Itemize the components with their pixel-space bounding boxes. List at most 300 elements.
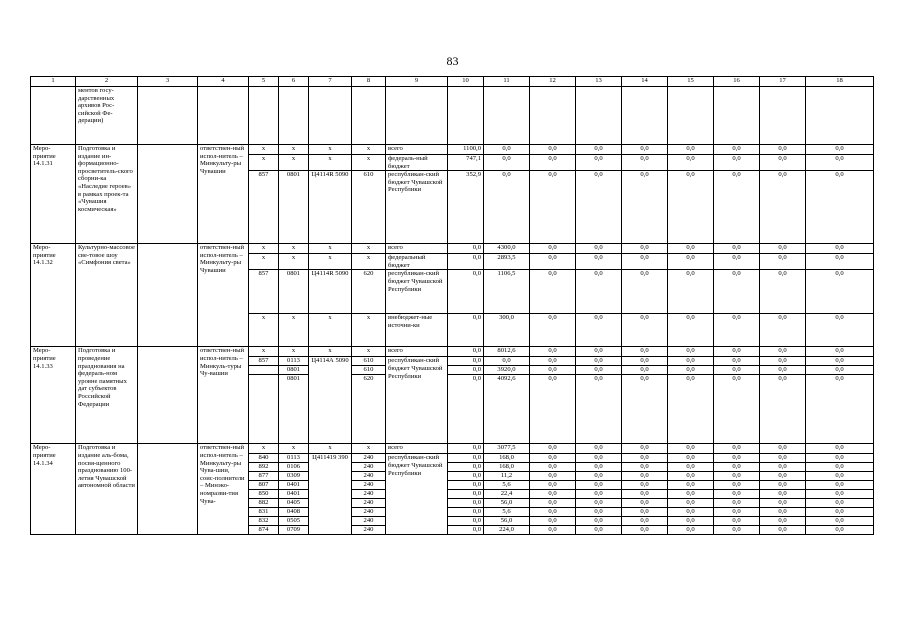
amount-cell: 0,0 [576, 145, 622, 155]
cell [138, 244, 198, 347]
grbs-code: 857 [249, 270, 279, 314]
funding-source: внебюджет-ные источни-ки [386, 314, 448, 347]
amount-cell: 0,0 [668, 463, 714, 472]
amount-cell: 0,0 [668, 145, 714, 155]
amount-cell: 0,0 [714, 366, 760, 375]
amount-cell: 0,0 [576, 244, 622, 254]
amount-cell: 0,0 [806, 145, 874, 155]
amount-cell: 0,0 [576, 481, 622, 490]
target-article-code: Ц4114R 5090 [309, 270, 352, 314]
amount-cell: 0,0 [714, 347, 760, 357]
amount-cell: 0,0 [806, 244, 874, 254]
section-code: 0408 [279, 508, 309, 517]
amount-cell: 0,0 [714, 508, 760, 517]
amount-cell: 0,0 [714, 526, 760, 535]
amount-cell: 0,0 [760, 490, 806, 499]
amount-cell: 0,0 [530, 155, 576, 171]
amount-cell: 0,0 [530, 314, 576, 347]
amount-cell: 0,0 [668, 171, 714, 244]
funding-source: республикан-ский бюджет Чувашской Республики [386, 357, 448, 444]
column-number-2: 2 [76, 77, 138, 87]
amount-cell: 0,0 [668, 454, 714, 463]
amount-cell: 0,0 [806, 314, 874, 347]
amount-cell: 0,0 [760, 463, 806, 472]
expense-type-code: x [352, 314, 386, 347]
amount-cell: 0,0 [448, 481, 484, 490]
amount-cell: 0,0 [806, 254, 874, 270]
amount-cell: 0,0 [622, 254, 668, 270]
amount-cell: 0,0 [714, 145, 760, 155]
measure-number: Меро-приятие 14.1.33 [31, 347, 76, 444]
amount-cell: 0,0 [576, 517, 622, 526]
section-code: 0401 [279, 490, 309, 499]
cell [138, 87, 198, 145]
grbs-code: x [249, 444, 279, 454]
cell [138, 145, 198, 244]
cell [138, 444, 198, 535]
expense-type-code: 620 [352, 375, 386, 444]
section-code: 0801 [279, 375, 309, 444]
amount-cell: 0,0 [668, 499, 714, 508]
amount-cell: 0,0 [576, 463, 622, 472]
expense-type-code: 240 [352, 508, 386, 517]
amount-cell: 0,0 [448, 517, 484, 526]
section-code: x [279, 155, 309, 171]
amount-cell: 0,0 [668, 526, 714, 535]
amount-cell: 0,0 [806, 270, 874, 314]
amount-cell: 0,0 [714, 357, 760, 366]
section-code: x [279, 145, 309, 155]
amount-cell: 0,0 [448, 444, 484, 454]
amount-cell: 0,0 [576, 499, 622, 508]
expense-type-code: x [352, 244, 386, 254]
grbs-code: 877 [249, 472, 279, 481]
amount-cell: 0,0 [622, 481, 668, 490]
amount-cell: 0,0 [760, 357, 806, 366]
expense-type-code: 240 [352, 481, 386, 490]
amount-cell: 0,0 [622, 171, 668, 244]
target-article-code: x [309, 347, 352, 357]
amount-cell: 0,0 [714, 375, 760, 444]
table-row [31, 444, 874, 454]
column-number-5: 5 [249, 77, 279, 87]
expense-type-code: x [352, 145, 386, 155]
cell [386, 87, 448, 145]
amount-cell: 0,0 [806, 490, 874, 499]
amount-cell: 0,0 [530, 472, 576, 481]
executor: ответствен-ный испол-нитель – Минкульту-ры Чувашии [198, 244, 249, 347]
grbs-code: x [249, 254, 279, 270]
amount-cell: 0,0 [484, 171, 530, 244]
expense-type-code: 240 [352, 472, 386, 481]
cell [198, 87, 249, 145]
column-number-1: 1 [31, 77, 76, 87]
expense-type-code: 240 [352, 463, 386, 472]
measure-number: Меро-приятие 14.1.32 [31, 244, 76, 347]
amount-cell: 0,0 [760, 481, 806, 490]
amount-cell: 0,0 [668, 444, 714, 454]
section-code: x [279, 254, 309, 270]
amount-cell: 168,0 [484, 454, 530, 463]
amount-cell: 0,0 [806, 526, 874, 535]
funding-source: всего [386, 444, 448, 454]
amount-cell: 0,0 [760, 508, 806, 517]
amount-cell: 0,0 [448, 270, 484, 314]
section-code: 0709 [279, 526, 309, 535]
column-number-13: 13 [576, 77, 622, 87]
grbs-code: 850 [249, 490, 279, 499]
expense-type-code: 610 [352, 357, 386, 366]
amount-cell: 0,0 [576, 526, 622, 535]
table-row [31, 145, 874, 155]
section-code: x [279, 244, 309, 254]
section-code: 0309 [279, 472, 309, 481]
amount-cell: 8012,6 [484, 347, 530, 357]
amount-cell: 0,0 [668, 155, 714, 171]
amount-cell: 0,0 [622, 499, 668, 508]
funding-source: федераль-ный бюджет [386, 155, 448, 171]
column-number-17: 17 [760, 77, 806, 87]
amount-cell: 5,6 [484, 508, 530, 517]
target-article-code: x [309, 254, 352, 270]
amount-cell: 0,0 [530, 490, 576, 499]
amount-cell: 0,0 [448, 526, 484, 535]
column-number-12: 12 [530, 77, 576, 87]
cell [448, 87, 484, 145]
section-code: 0401 [279, 481, 309, 490]
amount-cell: 0,0 [622, 375, 668, 444]
amount-cell: 0,0 [668, 375, 714, 444]
amount-cell: 0,0 [668, 254, 714, 270]
amount-cell: 0,0 [806, 375, 874, 444]
column-number-11: 11 [484, 77, 530, 87]
amount-cell: 0,0 [714, 314, 760, 347]
amount-cell: 0,0 [806, 171, 874, 244]
amount-cell: 224,0 [484, 526, 530, 535]
amount-cell: 0,0 [760, 244, 806, 254]
cell [249, 87, 279, 145]
amount-cell: 0,0 [576, 254, 622, 270]
amount-cell: 4092,6 [484, 375, 530, 444]
measure-number: Меро-приятие 14.1.34 [31, 444, 76, 535]
amount-cell: 0,0 [530, 444, 576, 454]
amount-cell: 0,0 [530, 366, 576, 375]
amount-cell: 0,0 [622, 270, 668, 314]
grbs-code: x [249, 145, 279, 155]
section-code: 0801 [279, 171, 309, 244]
column-number-4: 4 [198, 77, 249, 87]
amount-cell: 0,0 [714, 490, 760, 499]
section-code: x [279, 314, 309, 347]
amount-cell: 0,0 [714, 481, 760, 490]
funding-source: всего [386, 244, 448, 254]
funding-source: республикан-ский бюджет Чувашской Республики [386, 171, 448, 244]
amount-cell: 0,0 [448, 314, 484, 347]
amount-cell: 5,6 [484, 481, 530, 490]
continuation-row [31, 87, 874, 145]
cell [138, 347, 198, 444]
executor: ответствен-ный испол-нитель – Минкульту-ры Чува-шии, соис-полнители – Минэко-номразви-тия Чува- [198, 444, 249, 535]
cell [530, 87, 576, 145]
amount-cell: 0,0 [668, 314, 714, 347]
amount-cell: 0,0 [806, 444, 874, 454]
amount-cell: 0,0 [576, 490, 622, 499]
cell [622, 87, 668, 145]
cell [309, 87, 352, 145]
expense-type-code: 240 [352, 490, 386, 499]
amount-cell: 0,0 [576, 375, 622, 444]
amount-cell: 0,0 [806, 499, 874, 508]
amount-cell: 1100,0 [448, 145, 484, 155]
column-number-16: 16 [714, 77, 760, 87]
cell [806, 87, 874, 145]
amount-cell: 0,0 [448, 254, 484, 270]
amount-cell: 0,0 [484, 145, 530, 155]
measure-number: Меро-приятие 14.1.31 [31, 145, 76, 244]
column-number-10: 10 [448, 77, 484, 87]
target-article-code: x [309, 314, 352, 347]
amount-cell: 0,0 [448, 347, 484, 357]
target-article-code: x [309, 155, 352, 171]
amount-cell: 0,0 [576, 314, 622, 347]
amount-cell: 0,0 [622, 517, 668, 526]
column-number-8: 8 [352, 77, 386, 87]
amount-cell: 0,0 [530, 375, 576, 444]
grbs-code: x [249, 244, 279, 254]
amount-cell: 3920,0 [484, 366, 530, 375]
amount-cell: 0,0 [530, 454, 576, 463]
expense-type-code: 240 [352, 499, 386, 508]
amount-cell: 0,0 [668, 270, 714, 314]
amount-cell: 0,0 [448, 490, 484, 499]
amount-cell: 0,0 [448, 375, 484, 444]
amount-cell: 0,0 [806, 463, 874, 472]
expense-type-code: 620 [352, 270, 386, 314]
amount-cell: 0,0 [576, 454, 622, 463]
grbs-code: x [249, 314, 279, 347]
amount-cell: 0,0 [530, 347, 576, 357]
amount-cell: 0,0 [668, 244, 714, 254]
column-number-6: 6 [279, 77, 309, 87]
amount-cell: 0,0 [806, 517, 874, 526]
grbs-code: 882 [249, 499, 279, 508]
amount-cell: 0,0 [530, 244, 576, 254]
amount-cell: 0,0 [530, 508, 576, 517]
page-number: 83 [446, 54, 459, 68]
amount-cell: 0,0 [622, 454, 668, 463]
amount-cell: 0,0 [806, 454, 874, 463]
amount-cell: 0,0 [448, 463, 484, 472]
amount-cell: 0,0 [668, 481, 714, 490]
expense-type-code: x [352, 254, 386, 270]
expense-type-code: 240 [352, 517, 386, 526]
grbs-code: 874 [249, 526, 279, 535]
amount-cell: 0,0 [530, 254, 576, 270]
expense-type-code: 240 [352, 526, 386, 535]
expense-type-code: x [352, 444, 386, 454]
amount-cell: 0,0 [622, 145, 668, 155]
amount-cell: 0,0 [760, 254, 806, 270]
amount-cell: 0,0 [530, 481, 576, 490]
funding-source: всего [386, 145, 448, 155]
grbs-code: x [249, 155, 279, 171]
target-article-code: x [309, 444, 352, 454]
amount-cell: 0,0 [668, 508, 714, 517]
amount-cell: 0,0 [760, 499, 806, 508]
amount-cell: 0,0 [530, 145, 576, 155]
target-article-code: x [309, 244, 352, 254]
column-number-15: 15 [668, 77, 714, 87]
amount-cell: 0,0 [714, 472, 760, 481]
amount-cell: 0,0 [448, 499, 484, 508]
amount-cell: 0,0 [714, 463, 760, 472]
target-article-code: Ц411419 390 [309, 454, 352, 535]
amount-cell: 56,0 [484, 499, 530, 508]
grbs-code: 831 [249, 508, 279, 517]
amount-cell: 0,0 [576, 444, 622, 454]
amount-cell: 0,0 [622, 314, 668, 347]
column-number-7: 7 [309, 77, 352, 87]
program-table [30, 76, 874, 535]
amount-cell: 0,0 [576, 347, 622, 357]
table-body [31, 77, 874, 535]
amount-cell: 0,0 [576, 357, 622, 366]
amount-cell: 0,0 [622, 508, 668, 517]
measure-title: Подготовка и издание аль-бома, посвя-щенного празднованию 100-летия Чувашской автономной области [76, 444, 138, 535]
executor: ответствен-ный испол-нитель – Минкуль-туры Чу-вашии [198, 347, 249, 444]
amount-cell: 0,0 [668, 472, 714, 481]
amount-cell: 168,0 [484, 463, 530, 472]
amount-cell: 11,2 [484, 472, 530, 481]
amount-cell: 0,0 [576, 155, 622, 171]
amount-cell: 0,0 [760, 517, 806, 526]
amount-cell: 0,0 [760, 375, 806, 444]
grbs-code: 857 [249, 357, 279, 366]
amount-cell: 22,4 [484, 490, 530, 499]
amount-cell: 0,0 [760, 347, 806, 357]
expense-type-code: x [352, 347, 386, 357]
cell [484, 87, 530, 145]
funding-source: федеральный бюджет [386, 254, 448, 270]
amount-cell: 0,0 [806, 357, 874, 366]
amount-cell: 0,0 [760, 314, 806, 347]
amount-cell: 0,0 [576, 472, 622, 481]
grbs-code: 892 [249, 463, 279, 472]
amount-cell: 0,0 [622, 472, 668, 481]
cell [31, 87, 76, 145]
header-row [31, 77, 874, 87]
amount-cell: 0,0 [448, 366, 484, 375]
amount-cell: 0,0 [714, 444, 760, 454]
amount-cell: 0,0 [622, 444, 668, 454]
target-article-code: Ц4114R 5090 [309, 171, 352, 244]
amount-cell: 0,0 [622, 490, 668, 499]
funding-source: всего [386, 347, 448, 357]
amount-cell: 0,0 [668, 347, 714, 357]
cell [576, 87, 622, 145]
amount-cell: 0,0 [448, 508, 484, 517]
cell [352, 87, 386, 145]
amount-cell: 0,0 [760, 526, 806, 535]
amount-cell: 1106,5 [484, 270, 530, 314]
amount-cell: 0,0 [806, 366, 874, 375]
table-row [31, 244, 874, 254]
expense-type-code: 240 [352, 454, 386, 463]
cell [668, 87, 714, 145]
amount-cell: 0,0 [714, 270, 760, 314]
amount-cell: 0,0 [622, 463, 668, 472]
amount-cell: 0,0 [530, 171, 576, 244]
amount-cell: 0,0 [576, 366, 622, 375]
amount-cell: 0,0 [760, 145, 806, 155]
measure-title: Культурно-массовое све-товое шоу «Симфония света» [76, 244, 138, 347]
expense-type-code: 610 [352, 366, 386, 375]
grbs-code: 857 [249, 171, 279, 244]
amount-cell: 0,0 [668, 357, 714, 366]
section-code: x [279, 347, 309, 357]
column-number-9: 9 [386, 77, 448, 87]
grbs-code: 832 [249, 517, 279, 526]
amount-cell: 0,0 [714, 454, 760, 463]
funding-source: республикан-ский бюджет Чувашской Республики [386, 454, 448, 535]
amount-cell: 0,0 [530, 526, 576, 535]
amount-cell: 0,0 [448, 357, 484, 366]
amount-cell: 0,0 [530, 270, 576, 314]
amount-cell: 0,0 [806, 155, 874, 171]
section-code: 0505 [279, 517, 309, 526]
executor: ответствен-ный испол-нитель – Минкульту-ры Чувашии [198, 145, 249, 244]
measure-title: Подготовка и издание ин-формационно-просветитель-ского сборни-ка «Наследие героев» в рамках проек-та «Чувашия космическая» [76, 145, 138, 244]
amount-cell: 0,0 [668, 490, 714, 499]
amount-cell: 0,0 [714, 517, 760, 526]
amount-cell: 0,0 [714, 244, 760, 254]
grbs-code: 807 [249, 481, 279, 490]
amount-cell: 0,0 [760, 444, 806, 454]
amount-cell: 0,0 [448, 244, 484, 254]
amount-cell: 0,0 [668, 366, 714, 375]
amount-cell: 0,0 [448, 472, 484, 481]
section-code: 0405 [279, 499, 309, 508]
amount-cell: 0,0 [760, 155, 806, 171]
amount-cell: 0,0 [622, 244, 668, 254]
amount-cell: 0,0 [806, 481, 874, 490]
amount-cell: 3077,5 [484, 444, 530, 454]
amount-cell: 0,0 [806, 347, 874, 357]
amount-cell: 0,0 [760, 366, 806, 375]
amount-cell: 0,0 [530, 463, 576, 472]
amount-cell: 747,1 [448, 155, 484, 171]
amount-cell: 0,0 [714, 254, 760, 270]
amount-cell: 0,0 [622, 526, 668, 535]
target-article-code: x [309, 145, 352, 155]
section-code: 0801 [279, 366, 309, 375]
section-code: 0106 [279, 463, 309, 472]
table-row [31, 347, 874, 357]
amount-cell: 0,0 [622, 155, 668, 171]
amount-cell: 300,0 [484, 314, 530, 347]
continuation-title: ментов госу-дарственных архивов Рос-сийской Фе-дерации) [76, 87, 138, 145]
section-code: 0113 [279, 454, 309, 463]
amount-cell: 0,0 [760, 472, 806, 481]
column-number-14: 14 [622, 77, 668, 87]
column-number-18: 18 [806, 77, 874, 87]
grbs-code: x [249, 347, 279, 357]
amount-cell: 0,0 [484, 357, 530, 366]
amount-cell: 0,0 [806, 472, 874, 481]
cell [714, 87, 760, 145]
amount-cell: 0,0 [760, 270, 806, 314]
amount-cell: 4300,0 [484, 244, 530, 254]
